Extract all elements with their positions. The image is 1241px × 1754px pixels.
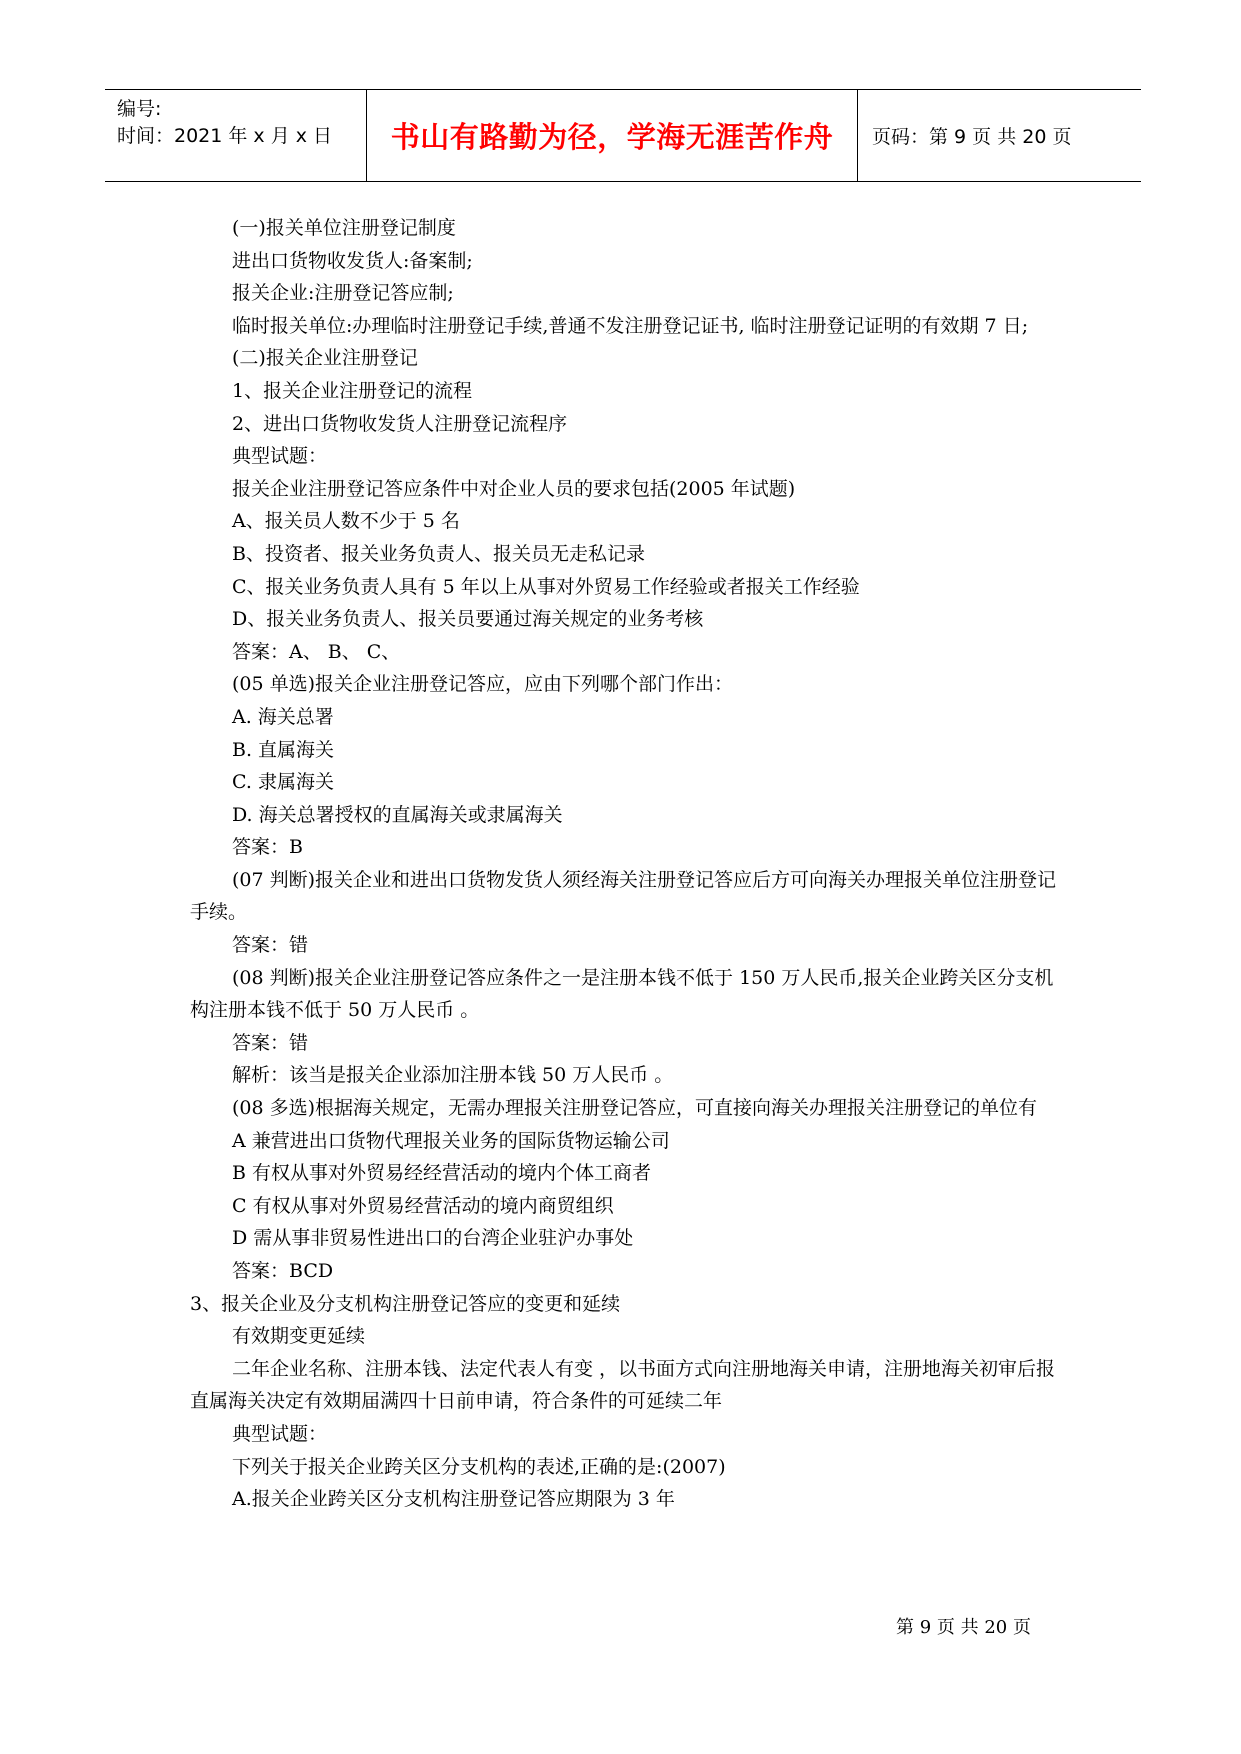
header-motto-cell: [367, 90, 858, 181]
option: D. 海关总署授权的直属海关或隶属海关: [232, 803, 563, 826]
option: A、报关员人数不少于 5 名: [232, 510, 460, 533]
answer: 答案：BCD: [232, 1260, 334, 1282]
question: (08 判断)报关企业注册登记答应条件之一是注册本钱不低于 150 万人民币,报关企业跨关区分支机构注册本钱不低于 50 万人民币 。: [190, 966, 1054, 1022]
paragraph: 典型试题：: [232, 1422, 328, 1445]
question: 报关企业注册登记答应条件中对企业人员的要求包括(2005 年试题): [232, 477, 796, 500]
option: A.报关企业跨关区分支机构注册登记答应期限为 3 年: [232, 1488, 675, 1511]
paragraph: 1、报关企业注册登记的流程: [232, 379, 473, 402]
paragraph: 2、进出口货物收发货人注册登记流程序: [232, 412, 568, 435]
answer: 答案：错: [232, 934, 309, 957]
section-heading: (一)报关单位注册登记制度: [232, 217, 456, 239]
paragraph: 典型试题：: [232, 445, 328, 468]
document-body: [190, 212, 1060, 1516]
option: C. 隶属海关: [232, 771, 334, 794]
question: 下列关于报关企业跨关区分支机构的表述,正确的是:(2007): [232, 1455, 726, 1478]
page-header: [105, 89, 1141, 182]
option: A 兼营进出口货物代理报关业务的国际货物运输公司: [232, 1129, 670, 1152]
page-footer: 第 9 页 共 20 页: [896, 1617, 1031, 1638]
document-number-label: 编号:: [117, 98, 162, 120]
paragraph: 报关企业:注册登记答应制;: [232, 282, 454, 305]
header-page-label: 页码：第 9 页 共 20 页: [872, 126, 1072, 148]
question: (08 多选)根据海关规定，无需办理报关注册登记答应，可直接向海关办理报关注册登记的单位有: [232, 1097, 1038, 1120]
option: D 需从事非贸易性进出口的台湾企业驻沪办事处: [232, 1227, 634, 1250]
paragraph: 临时报关单位:办理临时注册登记手续,普通不发注册登记证书, 临时注册登记证明的有效期 7 日;: [232, 314, 1029, 337]
option: C 有权从事对外贸易经营活动的境内商贸组织: [232, 1194, 614, 1217]
document-time-label: 时间：2021 年 x 月 x 日: [117, 125, 333, 147]
section-heading: (二)报关企业注册登记: [232, 347, 418, 370]
explanation: 解析：该当是报关企业添加注册本钱 50 万人民币 。: [232, 1064, 674, 1087]
paragraph: 二年企业名称、注册本钱、法定代表人有变 ，以书面方式向注册地海关申请，注册地海关初审后报直属海关决定有效期届满四十日前申请，符合条件的可延续二年: [190, 1357, 1056, 1413]
answer: 答案：B: [232, 836, 303, 859]
paragraph: 进出口货物收发货人:备案制;: [232, 249, 473, 272]
option: A. 海关总署: [232, 705, 334, 728]
header-page-cell: [858, 90, 1141, 181]
section-heading: 3、报关企业及分支机构注册登记答应的变更和延续: [190, 1292, 621, 1315]
answer: 答案：错: [232, 1031, 309, 1054]
option: B、投资者、报关业务负责人、报关员无走私记录: [232, 542, 645, 565]
paragraph: 有效期变更延续: [232, 1325, 366, 1348]
header-motto: 书山有路勤为径，学海无涯苦作舟: [390, 120, 834, 154]
option: C、报关业务负责人具有 5 年以上从事对外贸易工作经验或者报关工作经验: [232, 575, 860, 598]
answer: 答案：A、 B、 C、: [232, 640, 401, 663]
question: (07 判断)报关企业和进出口货物发货人须经海关注册登记答应后方可向海关办理报关单位注册登记手续。: [190, 868, 1057, 924]
option: B 有权从事对外贸易经经营活动的境内个体工商者: [232, 1162, 652, 1185]
header-meta-cell: [105, 90, 367, 181]
option: B. 直属海关: [232, 738, 335, 761]
question: (05 单选)报关企业注册登记答应，应由下列哪个部门作出：: [232, 673, 734, 696]
option: D、报关业务负责人、报关员要通过海关规定的业务考核: [232, 608, 704, 631]
